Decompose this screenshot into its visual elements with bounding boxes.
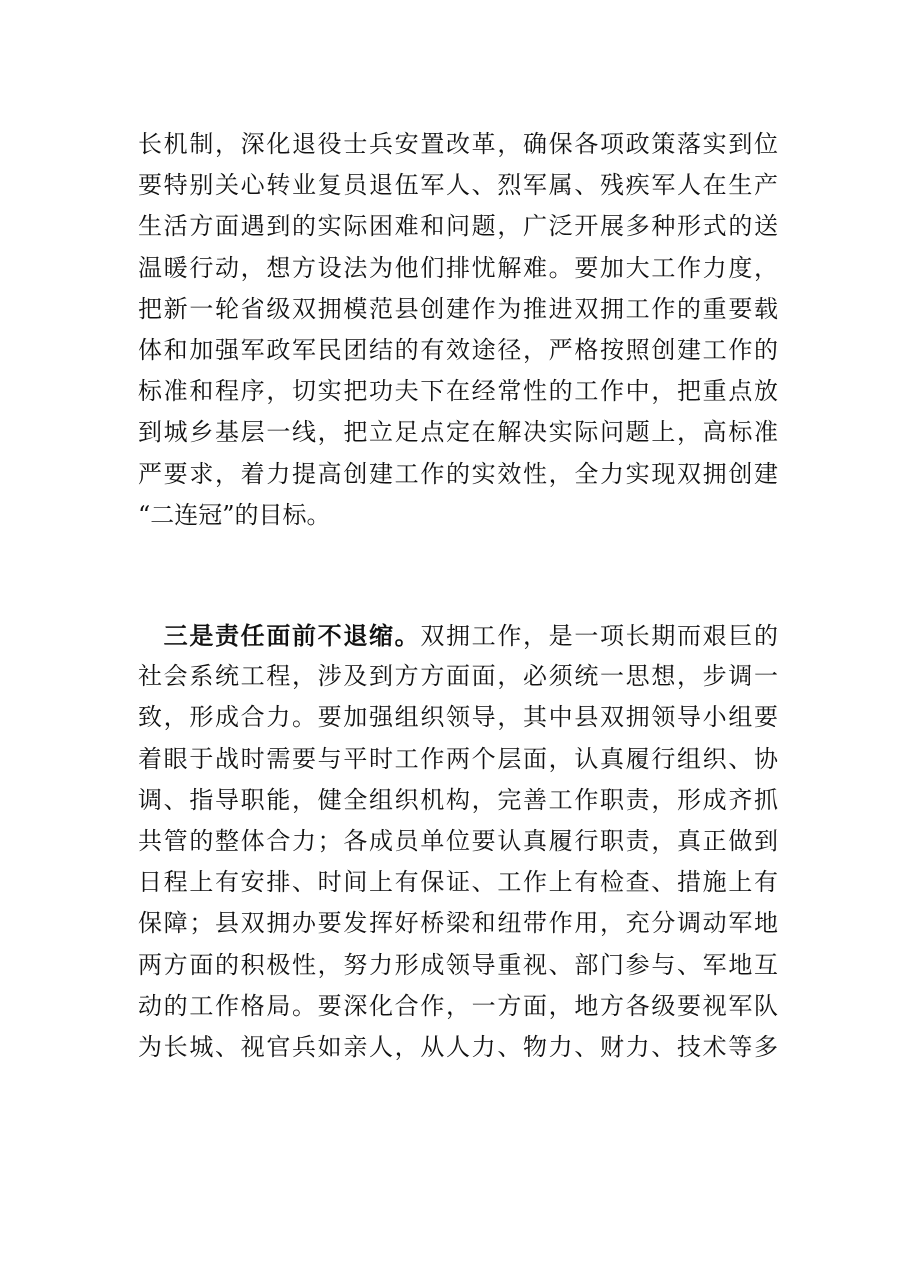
text-line: 调、指导职能，健全组织机构，完善工作职责，形成齐抓 bbox=[138, 785, 778, 814]
text-line: 温暖行动，想方设法为他们排忧解难。要加大工作力度， bbox=[138, 253, 778, 282]
text-line: 致，形成合力。要加强组织领导，其中县双拥领导小组要 bbox=[138, 703, 778, 732]
text-line: 共管的整体合力；各成员单位要认真履行职责，真正做到 bbox=[138, 826, 778, 855]
text-line: 把新一轮省级双拥模范县创建作为推进双拥工作的重要载 bbox=[138, 294, 778, 323]
text-line: 长机制，深化退役士兵安置改革，确保各项政策落实到位 bbox=[138, 130, 778, 158]
text-line: 两方面的积极性，努力形成领导重视、部门参与、军地互 bbox=[138, 950, 778, 979]
text-line: 社会系统工程，涉及到方方面面，必须统一思想，步调一 bbox=[138, 662, 778, 691]
text-line-last: “二连冠”的目标。 bbox=[138, 500, 331, 529]
paragraph-1 bbox=[138, 124, 778, 536]
text-line: 为长城、视官兵如亲人，从人力、物力、财力、技术等多 bbox=[138, 1032, 778, 1061]
text-line: 日程上有安排、时间上有保证、工作上有检查、措施上有 bbox=[138, 868, 778, 897]
paragraph-2 bbox=[138, 615, 778, 1068]
text-line: 保障；县双拥办要发挥好桥梁和纽带作用，充分调动军地 bbox=[138, 909, 778, 938]
text-line: 要特别关心转业复员退伍军人、烈军属、残疾军人在生产 bbox=[138, 171, 778, 200]
text-line: 体和加强军政军民团结的有效途径，严格按照创建工作的 bbox=[138, 335, 778, 364]
paragraph-heading: 三是责任面前不退缩。 bbox=[162, 621, 421, 650]
first-line-rest: 双拥工作，是一项长期而艰巨的 bbox=[420, 622, 779, 650]
text-line: 动的工作格局。要深化合作，一方面，地方各级要视军队 bbox=[138, 991, 778, 1020]
text-line: 生活方面遇到的实际困难和问题，广泛开展多种形式的送 bbox=[138, 212, 778, 241]
text-line-first bbox=[138, 615, 778, 656]
text-line: 着眼于战时需要与平时工作两个层面，认真履行组织、协 bbox=[138, 744, 778, 773]
text-line: 到城乡基层一线，把立足点定在解决实际问题上，高标准 bbox=[138, 418, 778, 447]
text-line: 严要求，着力提高创建工作的实效性，全力实现双拥创建 bbox=[138, 459, 778, 488]
text-line: 标准和程序，切实把功夫下在经常性的工作中，把重点放 bbox=[138, 377, 778, 406]
